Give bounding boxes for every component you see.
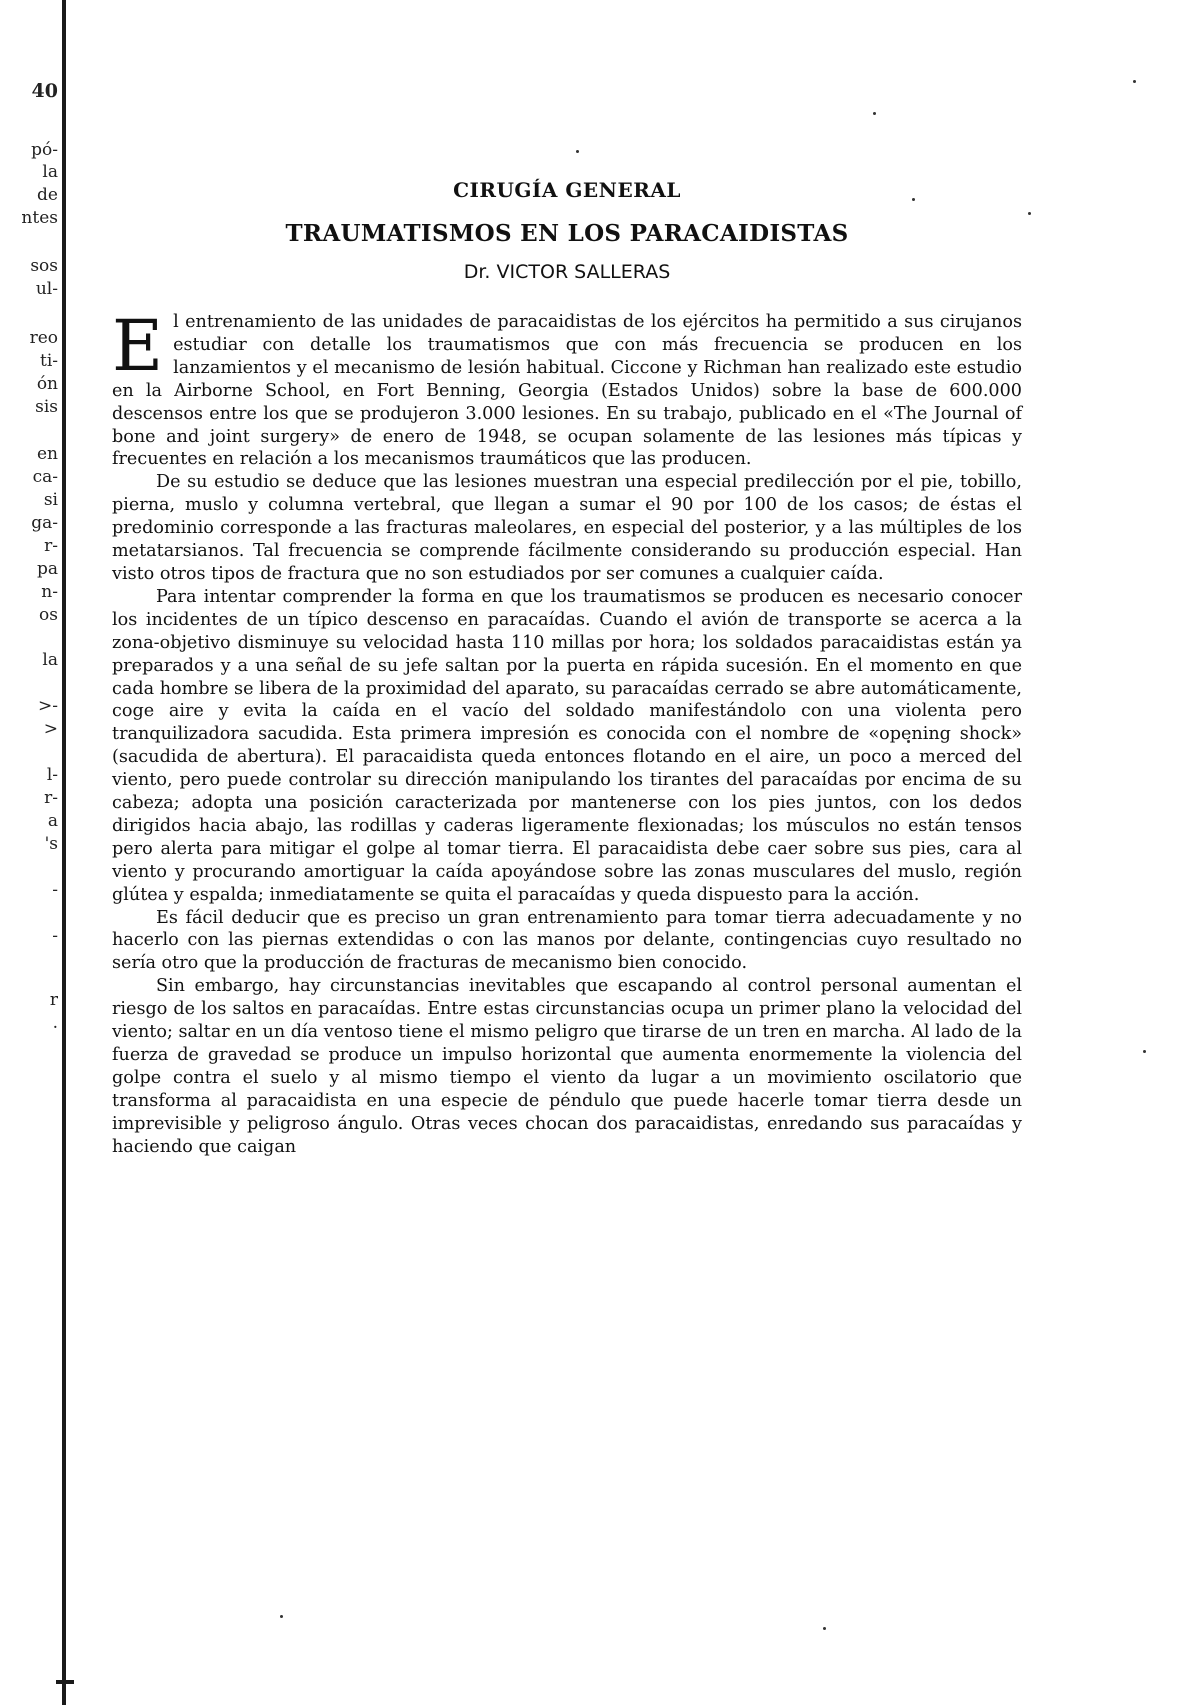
margin-fragment: ul-: [35, 279, 58, 299]
margin-fragment: la: [42, 650, 58, 670]
article: [112, 178, 1022, 1159]
margin-fragment: l-: [46, 765, 58, 785]
section-title: CIRUGÍA GENERAL: [453, 178, 681, 202]
margin-fragment: pa: [36, 559, 58, 579]
facing-page-margin: [0, 0, 58, 1705]
paragraph-1-text: l entrenamiento de las unidades de paracaidistas de los ejércitos ha permitido a sus cirujanos estudiar con detalle los traumatismos que con más frecuencia se producen en los lanzamientos y el mecanismo de lesión habitual. Ciccone y Richman han realizado este estudio en la Airborne School, en Fort Benning, Georgia (Estados Unidos) sobre la base de 600.000 descensos entre los que se produjeron 3.000 lesiones. En su trabajo, publicado en el «The Journal of bone and joint surgery» de enero de 1948, se ocupan solamente de las lesiones más típicas y frecuentes en relación a los mecanismos traumáticos que las producen.: [112, 312, 1022, 470]
margin-fragment: os: [39, 605, 58, 625]
article-title: TRAUMATISMOS EN LOS PARACAIDISTAS: [285, 220, 849, 247]
margin-fragment: 's: [44, 834, 58, 854]
binding-tick: [56, 1680, 74, 1684]
binding-rule: [62, 0, 66, 1705]
paragraph-1: [112, 305, 1022, 471]
paragraph-4: Es fácil deducir que es preciso un gran entrenamiento para tomar tierra adecuadamente y no hacerlo con las piernas extendidas o con las manos por delante, contingencias cuyo resultado no sería otro que la producción de fracturas de mecanismo bien conocido.: [112, 907, 1022, 974]
margin-fragment: ga-: [31, 513, 58, 533]
margin-fragment: ti-: [39, 351, 58, 371]
margin-fragment: r: [49, 990, 58, 1010]
paragraph-2: De su estudio se deduce que las lesiones muestran una especial predilección por el pie, tobillo, pierna, muslo y columna vertebral, que llegan a sumar el 90 por 100 de los casos; de éstas el predominio corresponde a las fracturas maleolares, en especial del posterior, y a las múltiples de los metatarsianos. Tal frecuencia se comprende fácilmente considerando su producción especial. Han visto otros tipos de fractura que no son estudiados por ser comunes a cualquier caída.: [112, 472, 1022, 584]
margin-fragment: si: [43, 490, 58, 510]
margin-fragment: n-: [41, 582, 58, 602]
margin-fragment: -: [52, 880, 58, 900]
margin-fragment: -: [52, 926, 58, 946]
facing-page-number: 40: [31, 80, 58, 102]
margin-fragment: sos: [30, 256, 58, 276]
margin-fragment: ntes: [21, 208, 58, 228]
paragraph-5: Sin embargo, hay circunstancias inevitables que escapando al control personal aumentan el riesgo de los saltos en paracaídas. Entre estas circunstancias ocupa un primer plano la velocidad del viento; saltar en un día ventoso tiene el mismo peligro que tirarse de un tren en marcha. Al lado de la fuerza de gravedad se produce un impulso horizontal que aumenta enormemente la violencia del golpe contra el suelo y al mismo tiempo el viento da lugar a un movimiento oscilatorio que transforma al paracaidista en una especie de péndulo que puede hacerle tomar tierra desde un imprevisible y peligroso ángulo. Otras veces chocan dos paracaidistas, enredando sus paracaídas y haciendo que caigan: [112, 976, 1023, 1157]
margin-fragment: a: [47, 811, 58, 831]
margin-fragment: >: [43, 719, 58, 739]
margin-fragment: ón: [36, 374, 58, 394]
margin-fragment: pó-: [31, 140, 58, 160]
paragraph-3: Para intentar comprender la forma en que los traumatismos se producen es necesario conocer los incidentes de un típico descenso en paracaídas. Cuando el avión de transporte se acerca a la zona-objetivo disminuye su velocidad hasta 110 millas por hora; los soldados paracaidistas están ya preparados y a una señal de su jefe saltan por la puerta en rápida sucesión. En el momento en que cada hombre se libera de la proximidad del aparato, su paracaídas cerrado se abre automáticamente, coge aire y evita la caída en el vacío del soldado manifestándolo con una violenta pero tranquilizadora sacudida. Esta primera impresión es conocida con el nombre de «opening shock» (sacudida de abertura). El paracaidista queda entonces flotando en el aire, un poco a merced del viento, pero puede controlar su dirección manipulando los tirantes del paracaídas por encima de su cabeza; adopta una posición caracterizada por mantenerse con los pies juntos, con los dedos dirigidos hacia abajo, las rodillas y caderas ligeramente flexionadas; los músculos no están tensos pero alerta para mitigar el golpe al tomar tierra. El paracaidista debe caer sobre sus pies, cara al viento y procurando amortiguar la caída apoyándose sobre las zonas musculares del muslo, región glútea y espalda; inmediatamente se quita el paracaídas y queda dispuesto para la acción.: [112, 586, 1022, 905]
margin-fragment: la: [42, 162, 58, 182]
margin-fragment: en: [36, 444, 58, 464]
margin-fragment: .: [52, 1013, 58, 1033]
author-byline: Dr. VICTOR SALLERAS: [463, 261, 671, 283]
margin-fragment: r-: [44, 788, 58, 808]
margin-fragment: de: [37, 185, 58, 205]
margin-fragment: r-: [44, 536, 58, 556]
margin-fragment: reo: [29, 328, 58, 348]
margin-fragment: >-: [38, 696, 58, 716]
margin-fragment: ca-: [32, 467, 58, 487]
margin-fragment: sis: [35, 397, 58, 417]
drop-cap: E: [112, 305, 164, 387]
